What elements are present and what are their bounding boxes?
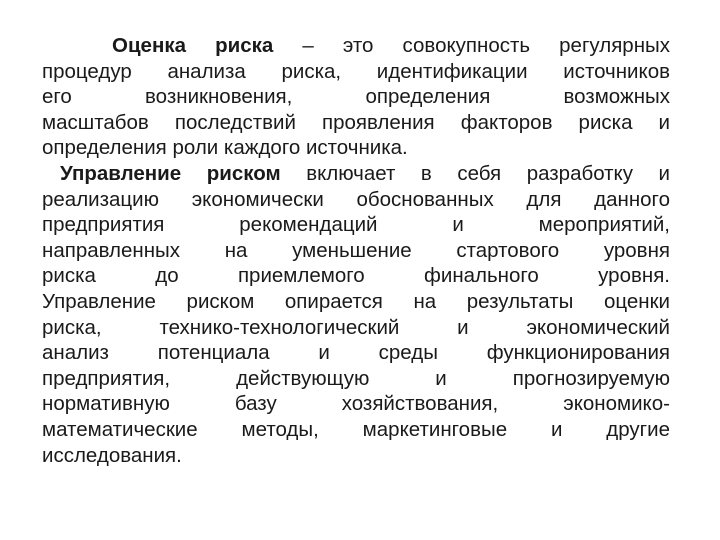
paragraph-1-line-5: определения роли каждого источника. [42,136,408,160]
paragraph-2-line-1 [42,161,670,187]
paragraph-2-line-7: риска, технико-технологический и экономический [42,315,670,339]
paragraph-2-line-12: исследования. [42,443,182,467]
paragraph-2-line-5: риска до приемлемого финального уровня. [42,264,670,288]
paragraph-2-line-11: математические методы, маркетинговые и другие [42,417,670,441]
paragraph-2-line-3: предприятия рекомендаций и мероприятий, [42,213,670,237]
term-risk-management: Управление риском [60,161,281,185]
paragraph-1-line-4: масштабов последствий проявления факторов риска и [42,110,670,134]
paragraph-1-text: – это совокупность регулярных [273,34,671,57]
paragraph-2-line-4: направленных на уменьшение стартового уровня [42,238,670,262]
paragraph-2-line-9: предприятия, действующую и прогнозируемую [42,366,670,390]
paragraph-1-line-3: его возникновения, определения возможных [42,85,670,109]
paragraph-2-text: включает в себя разработку и [280,161,671,185]
paragraph-2-line-6: Управление риском опирается на результаты оценки [42,289,670,313]
term-risk-assessment: Оценка риска [112,34,274,57]
paragraph-2-line-8: анализ потенциала и среды функционирования [42,341,670,365]
text-block [42,33,670,468]
paragraph-1-line-1 [42,33,670,59]
paragraph-2-line-10: нормативную базу хозяйствования, экономико- [42,392,670,416]
paragraph-1-line-2: процедур анализа риска, идентификации источников [42,59,670,83]
paragraph-2-line-2: реализацию экономически обоснованных для данного [42,187,670,211]
